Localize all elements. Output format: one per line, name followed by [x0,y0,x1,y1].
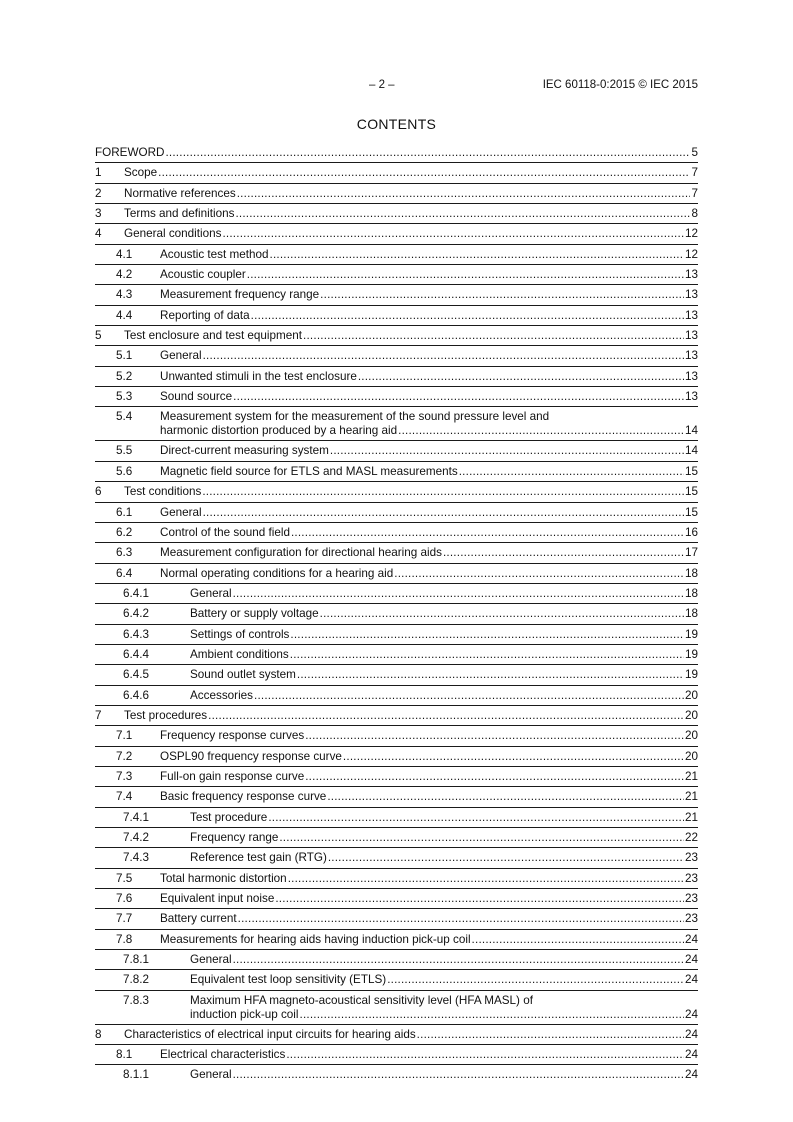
toc-entry-page: 18 [684,586,698,600]
toc-entry-page: 23 [684,851,698,865]
toc-entry-title: Measurements for hearing aids having induction pick-up coil [160,932,471,946]
toc-entry-title: Sound outlet system [190,668,296,682]
toc-entry-page: 24 [684,1048,698,1062]
toc-entry[interactable] [95,970,698,990]
toc-entry-text [190,851,698,865]
toc-entry-number: 7.8.2 [123,973,149,987]
toc-entry[interactable] [95,285,698,305]
dot-leader [305,770,684,784]
toc-entry[interactable] [95,482,698,502]
toc-entry-text [160,790,698,804]
toc-entry[interactable] [95,930,698,950]
toc-entry-title: Total harmonic distortion [160,871,287,885]
toc-entry-title: Normative references [124,186,236,200]
toc-entry-page: 13 [684,329,698,343]
toc-entry-title: Acoustic coupler [160,268,246,282]
toc-entry-title-continued: harmonic distortion produced by a hearing aid [160,424,398,438]
dot-leader [235,207,690,221]
toc-entry-title: Test procedures [124,708,208,722]
dot-leader [251,309,684,323]
toc-entry-number: 7.4 [116,790,133,804]
toc-entry-title: Characteristics of electrical input circuits for hearing aids [124,1027,416,1041]
dot-leader [165,146,690,160]
toc-entry[interactable] [95,564,698,584]
toc-entry-text [124,227,698,241]
toc-entry-title: Test procedure [190,810,268,824]
toc-entry-number: 4.1 [116,247,133,261]
toc-entry-page: 13 [684,288,698,302]
toc-entry-text [190,689,698,703]
toc-entry-page: 19 [684,668,698,682]
toc-entry-text [160,390,698,404]
toc-entry-number: 7.2 [116,749,133,763]
toc-entry-title: General [190,586,232,600]
toc-entry-title: Measurement frequency range [160,288,320,302]
toc-entry-text [124,166,698,180]
dot-leader [330,444,684,458]
dot-leader [300,1008,684,1022]
toc-entry-page: 21 [684,790,698,804]
toc-entry-number: 4.4 [116,308,133,322]
toc-entry[interactable] [95,441,698,461]
toc-entry-page: 5 [691,146,698,159]
dot-leader [320,607,684,621]
toc-entry-page: 23 [684,892,698,906]
dot-leader [288,872,684,886]
toc-entry-number: 8.1 [116,1048,133,1062]
toc-entry-number: 7.5 [116,871,133,885]
toc-entry-title: Test conditions [124,485,202,499]
toc-entry-page: 24 [684,973,698,987]
toc-entry-page: 15 [684,464,698,478]
toc-entry-number: 4.3 [116,288,133,302]
toc-entry-page: 19 [684,627,698,641]
toc-entry-number: 6.4.1 [123,586,149,600]
dot-leader [270,248,684,262]
toc-entry-number: 4 [95,227,102,241]
toc-entry-title: Normal operating conditions for a hearing aid [160,566,394,580]
dot-leader [233,390,684,404]
toc-entry-page: 13 [684,308,698,322]
toc-entry-number: 6.4.6 [123,688,149,702]
dot-leader [247,268,684,282]
dot-leader [203,506,684,520]
toc-entry-number: 6.4.2 [123,607,149,621]
toc-entry-text [160,546,698,560]
toc-entry[interactable] [95,645,698,665]
toc-entry-page: 13 [684,369,698,383]
toc-entry-number: 5.3 [116,390,133,404]
toc-entry-page: 20 [684,708,698,722]
toc-entry-page: 23 [684,871,698,885]
toc-entry-title: Maximum HFA magneto-acoustical sensitivity level (HFA MASL) of [190,993,533,1007]
dot-leader [202,485,684,499]
toc-entry-text [160,506,698,520]
toc-entry-title: Frequency range [190,831,279,844]
toc-entry-number: 5.2 [116,369,133,383]
toc-entry-text [160,268,698,282]
toc-entry-text [190,994,698,1022]
toc-entry-text [160,892,698,906]
toc-entry[interactable] [95,184,698,204]
toc-entry[interactable] [95,326,698,346]
toc-entry-number: 7.8 [116,932,133,946]
toc-entry[interactable] [95,848,698,868]
toc-entry-page: 13 [684,390,698,404]
dot-leader [320,288,684,302]
dot-leader [222,227,684,241]
toc-entry-number: 6 [95,485,102,499]
dot-leader [327,790,684,804]
toc-entry-text [124,709,698,723]
toc-entry-text [160,1048,698,1062]
toc-entry-title: Ambient conditions [190,647,289,661]
toc-entry-number: 2 [95,186,102,200]
toc-entry-text [124,1028,698,1042]
dot-leader [303,329,684,343]
toc-entry-text [160,465,698,479]
toc-entry-number: 7.8.1 [123,953,149,967]
toc-entry-number: 5.6 [116,464,133,478]
toc-entry-text [190,953,698,967]
toc-entry-text [160,912,698,926]
toc-entry[interactable] [95,407,698,441]
toc-entry[interactable] [95,584,698,604]
toc-entry-text [160,444,698,458]
toc-entry-text [95,146,698,160]
contents-title: CONTENTS [356,116,437,132]
toc-entry[interactable] [95,306,698,326]
toc-entry-page: 19 [684,647,698,661]
toc-entry-page: 20 [684,729,698,743]
toc-entry-title: Direct-current measuring system [160,444,329,458]
dot-leader [297,668,684,682]
toc-entry-text [190,587,698,601]
dot-leader [417,1028,684,1042]
toc-entry-title: Electrical characteristics [160,1048,286,1062]
toc-entry-page: 15 [684,505,698,519]
toc-entry[interactable] [95,665,698,685]
toc-entry-text [160,309,698,323]
toc-entry-text [124,329,698,343]
toc-entry-number: 7.4.2 [123,831,149,844]
toc-entry-title: Terms and definitions [124,207,235,221]
toc-entry[interactable] [95,828,698,848]
dot-leader [358,370,684,384]
dot-leader [394,567,684,581]
dot-leader [233,587,684,601]
toc-entry-title: Measurement system for the measurement of the sound pressure level and [160,410,550,424]
toc-entry-number: 6.2 [116,525,133,539]
toc-entry[interactable] [95,543,698,563]
toc-entry-page: 24 [684,953,698,967]
dot-leader [268,811,684,825]
toc-entry-page: 13 [684,268,698,282]
toc-entry[interactable] [95,604,698,624]
toc-entry-number: 6.4.4 [123,647,149,661]
toc-entry-text [190,973,698,987]
toc-entry[interactable] [95,163,698,183]
toc-entry-title: Battery or supply voltage [190,607,319,621]
toc-entry-page: 14 [684,424,698,438]
toc-entry[interactable] [95,909,698,929]
toc-entry-text [160,750,698,764]
toc-entry[interactable] [95,367,698,387]
toc-entry-title: Unwanted stimuli in the test enclosure [160,369,357,383]
dot-leader [472,933,684,947]
toc-entry-title: Accessories [190,688,254,702]
dot-leader [279,831,684,845]
toc-entry-number: 5 [95,329,102,343]
toc-entry-text [160,349,698,363]
dot-leader [286,1048,684,1062]
toc-entry-number: 6.4 [116,566,133,580]
toc-entry[interactable] [95,245,698,265]
toc-entry-page: 12 [684,227,698,241]
toc-entry-text [124,485,698,499]
toc-entry-text [160,288,698,302]
toc-entry-number: 7.7 [116,912,133,926]
dot-leader [290,628,684,642]
dot-leader [291,526,684,540]
toc-entry-page: 8 [691,207,698,221]
toc-entry-page: 14 [684,444,698,458]
toc-entry[interactable] [95,950,698,970]
toc-entry[interactable] [95,889,698,909]
toc-entry[interactable] [95,265,698,285]
toc-entry-title: Scope [124,166,158,180]
toc-entry-text [190,628,698,642]
toc-entry-title: Reporting of data [160,308,250,322]
toc-entry-title: FOREWORD [95,146,165,159]
dot-leader [275,892,684,906]
toc-entry-text [160,370,698,384]
toc-entry[interactable] [95,787,698,807]
toc-entry-title: General [160,349,202,363]
toc-entry-title: Acoustic test method [160,247,269,261]
toc-entry[interactable] [95,767,698,787]
toc-entry-page: 22 [684,831,698,844]
toc-entry[interactable] [95,1045,698,1065]
toc-entry-title: Battery current [160,912,237,926]
toc-entry-number: 8.1.1 [123,1068,149,1082]
toc-entry-number: 7 [95,708,102,722]
toc-entry-number: 4.2 [116,268,133,282]
toc-entry-number: 5.5 [116,444,133,458]
toc-entry-page: 18 [684,607,698,621]
toc-entry-number: 7.3 [116,769,133,783]
toc-entry-number: 7.1 [116,729,133,743]
toc-entry-page: 16 [684,525,698,539]
toc-entry-page: 15 [684,485,698,499]
dot-leader [387,973,684,987]
toc-entry-title: Equivalent test loop sensitivity (ETLS) [190,973,387,987]
toc-entry-title: Test enclosure and test equipment [124,329,303,343]
toc-entry[interactable] [95,625,698,645]
toc-entry-title: OSPL90 frequency response curve [160,749,342,763]
toc-entry[interactable] [95,224,698,244]
toc-entry-text [160,770,698,784]
dot-leader [443,546,684,560]
toc-entry-text [190,668,698,682]
toc-entry-page: 20 [684,749,698,763]
toc-entry-title: Basic frequency response curve [160,790,327,804]
toc-entry-page: 24 [684,932,698,946]
toc-entry-text [190,811,698,825]
toc-entry-number: 5.4 [116,410,133,424]
toc-entry-page: 24 [684,1068,698,1082]
toc-entry-text [124,187,698,201]
table-of-contents [95,143,698,1085]
toc-entry[interactable] [95,387,698,407]
toc-entry-title: Settings of controls [190,627,290,641]
toc-entry-title: Full-on gain response curve [160,769,305,783]
toc-entry-page: 20 [684,688,698,702]
toc-entry-title: General [190,953,232,967]
toc-entry-text [124,207,698,221]
toc-entry[interactable] [95,686,698,706]
dot-leader [233,1068,684,1082]
dot-leader [254,689,684,703]
toc-entry-page: 23 [684,912,698,926]
toc-entry-page: 7 [691,166,698,180]
page-header [95,77,698,93]
toc-entry-page: 17 [684,546,698,560]
toc-entry-text [160,526,698,540]
toc-entry[interactable] [95,503,698,523]
toc-entry-text [160,729,698,743]
dot-leader [459,465,684,479]
toc-entry-text [190,648,698,662]
toc-entry-number: 8 [95,1027,102,1041]
toc-entry-text [160,567,698,581]
toc-entry-page: 21 [684,810,698,824]
toc-entry-title: Magnetic field source for ETLS and MASL measurements [160,464,458,478]
dot-leader [398,424,684,438]
toc-entry-title: Sound source [160,390,233,404]
toc-entry-number: 7.6 [116,892,133,906]
toc-entry[interactable] [95,726,698,746]
toc-entry[interactable] [95,869,698,889]
toc-entry[interactable] [95,991,698,1025]
toc-entry-number: 7.4.3 [123,851,149,865]
toc-entry-number: 6.4.3 [123,627,149,641]
toc-entry[interactable] [95,706,698,726]
toc-entry-page: 18 [684,566,698,580]
toc-entry[interactable] [95,523,698,543]
toc-entry-text [190,1068,698,1082]
toc-entry-text [190,607,698,621]
toc-entry-title: Measurement configuration for directional hearing aids [160,546,442,560]
toc-entry-text [190,831,698,845]
toc-entry[interactable] [95,204,698,224]
dot-leader [158,166,690,180]
toc-entry-title: Frequency response curves [160,729,305,743]
dot-leader [290,648,684,662]
toc-entry-number: 1 [95,166,102,180]
dot-leader [343,750,684,764]
dot-leader [328,851,684,865]
toc-entry-page: 13 [684,349,698,363]
toc-entry-page: 21 [684,769,698,783]
toc-entry[interactable] [95,747,698,767]
document-reference: IEC 60118-0:2015 © IEC 2015 [542,79,698,91]
toc-entry-number: 5.1 [116,349,133,363]
toc-entry-title: General [190,1068,232,1082]
toc-entry-number: 3 [95,207,102,221]
toc-entry-number: 7.8.3 [123,993,149,1007]
toc-entry-title: General [160,505,202,519]
toc-entry[interactable] [95,1025,698,1045]
toc-entry-text [160,872,698,886]
toc-entry-text [160,248,698,262]
toc-entry-text [160,410,698,438]
toc-entry[interactable] [95,143,698,163]
toc-entry-page: 12 [684,247,698,261]
dot-leader [238,912,684,926]
dot-leader [305,729,684,743]
toc-entry-title: Reference test gain (RTG) [190,851,327,865]
toc-entry-number: 7.4.1 [123,810,149,824]
dot-leader [203,349,684,363]
toc-entry-title: General conditions [124,227,222,241]
toc-entry-number: 6.4.5 [123,668,149,682]
toc-entry-text [160,933,698,947]
toc-entry-number: 6.1 [116,505,133,519]
dot-leader [233,953,684,967]
toc-entry[interactable] [95,808,698,828]
page-number: – 2 – [369,79,395,91]
toc-entry[interactable] [95,1065,698,1084]
toc-entry-page: 24 [684,1027,698,1041]
dot-leader [208,709,684,723]
toc-entry-title-continued: induction pick-up coil [190,1007,299,1021]
toc-entry[interactable] [95,462,698,482]
toc-entry-number: 6.3 [116,546,133,560]
toc-entry[interactable] [95,346,698,366]
dot-leader [237,187,691,201]
toc-entry-page: 24 [684,1007,698,1021]
toc-entry-title: Control of the sound field [160,525,290,539]
toc-entry-page: 7 [691,186,698,200]
toc-entry-title: Equivalent input noise [160,892,275,906]
